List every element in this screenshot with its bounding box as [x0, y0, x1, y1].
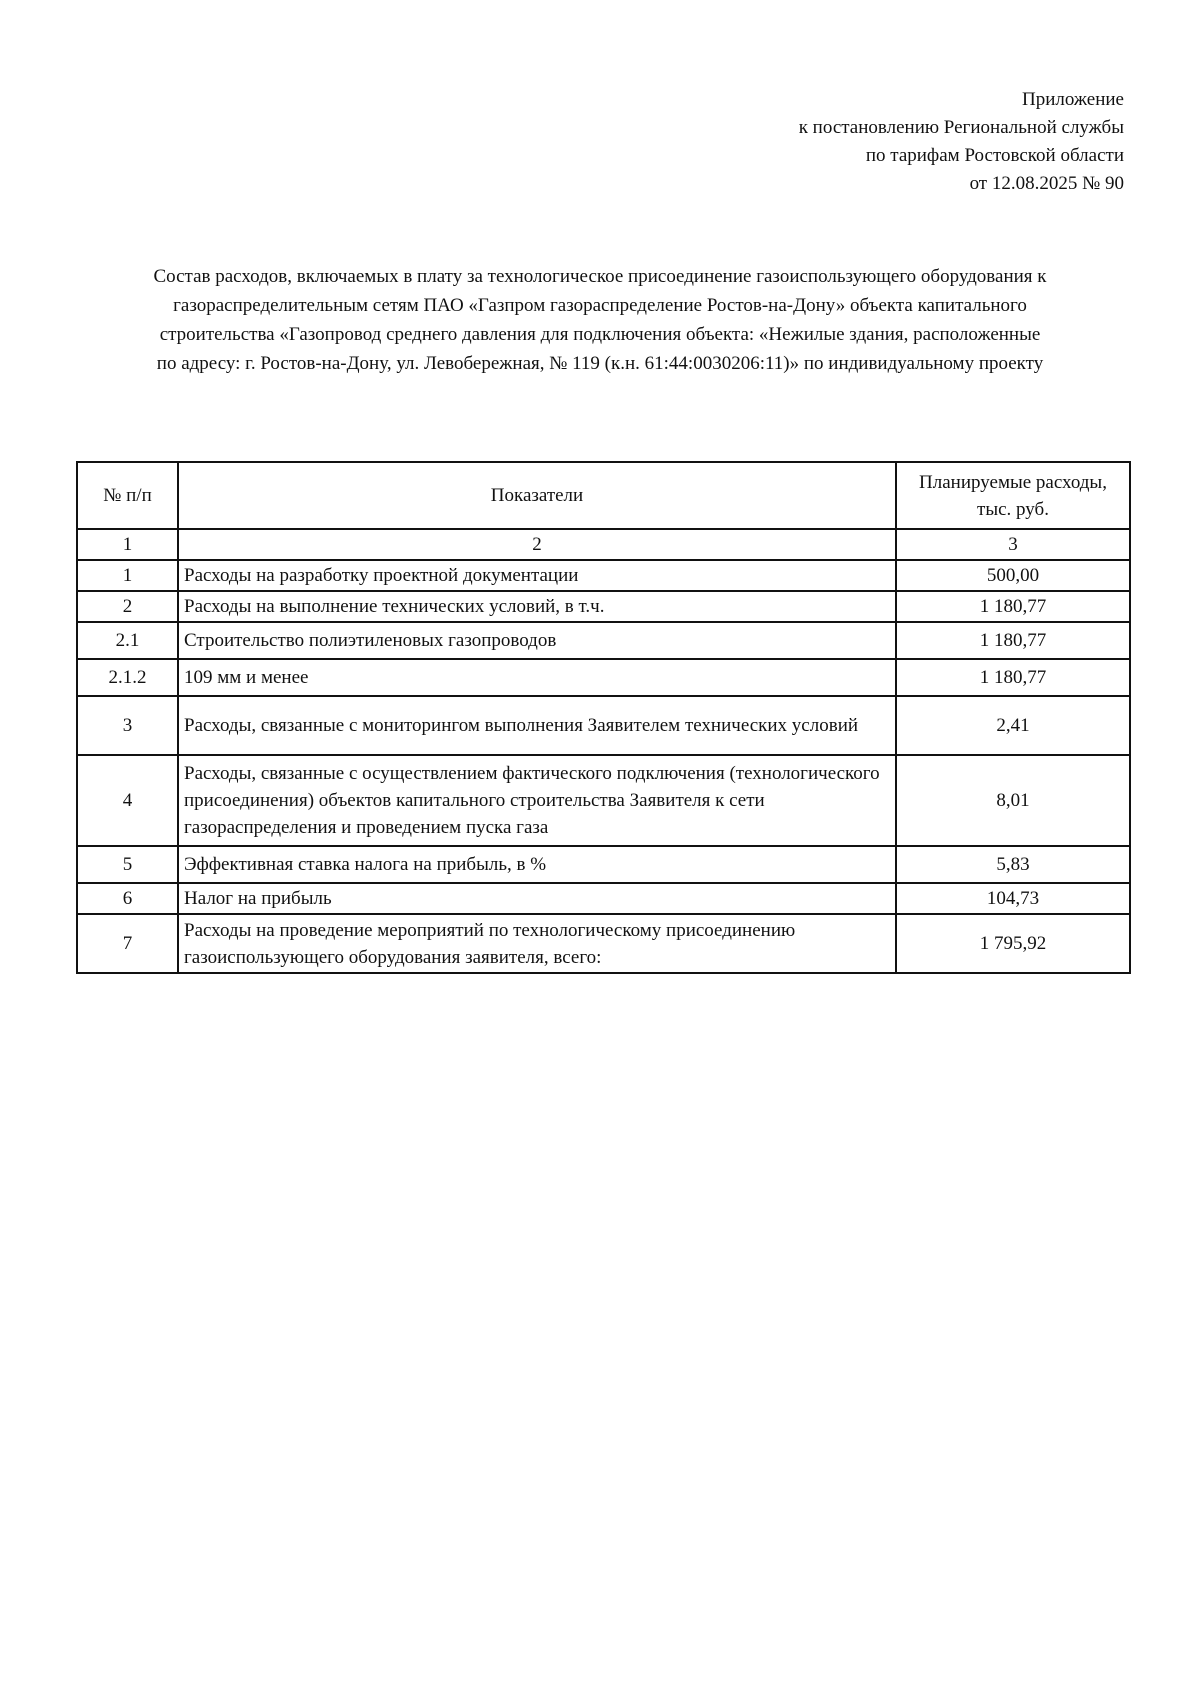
title-line: строительства «Газопровод среднего давления для подключения объекта: «Нежилые здания, расположенные [159, 324, 1041, 345]
row-name: Расходы на проведение мероприятий по технологическому присоединению газоиспользующего оборудования заявителя, всего: [178, 914, 896, 973]
index-value: 3 [896, 529, 1130, 560]
row-name: Строительство полиэтиленовых газопроводов [178, 622, 896, 659]
table-row [77, 591, 1130, 622]
row-num: 4 [77, 755, 178, 846]
row-name: Расходы, связанные с мониторингом выполнения Заявителем технических условий [178, 696, 896, 755]
row-name: Налог на прибыль [178, 883, 896, 914]
row-num: 5 [77, 846, 178, 883]
row-value: 5,83 [896, 846, 1130, 883]
table-row [77, 914, 1130, 973]
table-row [77, 755, 1130, 846]
table-row [77, 560, 1130, 591]
header-name: Показатели [178, 462, 896, 529]
index-num: 1 [77, 529, 178, 560]
appendix-line: к постановлению Региональной службы [798, 117, 1124, 138]
row-value: 8,01 [896, 755, 1130, 846]
index-name: 2 [178, 529, 896, 560]
title-line: Состав расходов, включаемых в плату за технологическое присоединение газоиспользующего оборудования к [153, 266, 1047, 287]
appendix-line: Приложение [1022, 89, 1124, 110]
table-row [77, 622, 1130, 659]
row-name: Расходы на выполнение технических условий, в т.ч. [178, 591, 896, 622]
row-name: 109 мм и менее [178, 659, 896, 696]
row-value: 1 795,92 [896, 914, 1130, 973]
row-num: 7 [77, 914, 178, 973]
row-value: 500,00 [896, 560, 1130, 591]
costs-table [76, 461, 1131, 974]
header-value: Планируемые расходы, тыс. руб. [896, 462, 1130, 529]
row-num: 2 [77, 591, 178, 622]
appendix-line: по тарифам Ростовской области [865, 145, 1124, 166]
table-row [77, 883, 1130, 914]
row-num: 6 [77, 883, 178, 914]
table-row [77, 846, 1130, 883]
title-line: по адресу: г. Ростов-на-Дону, ул. Левобережная, № 119 (к.н. 61:44:0030206:11)» по индивидуальному проекту [156, 353, 1044, 374]
header-num: № п/п [77, 462, 178, 529]
table-row [77, 659, 1130, 696]
row-num: 2.1.2 [77, 659, 178, 696]
row-num: 1 [77, 560, 178, 591]
row-name: Эффективная ставка налога на прибыль, в % [178, 846, 896, 883]
table-header-row [77, 462, 1130, 529]
row-value: 104,73 [896, 883, 1130, 914]
row-num: 3 [77, 696, 178, 755]
row-name: Расходы на разработку проектной документации [178, 560, 896, 591]
table-index-row [77, 529, 1130, 560]
appendix-line: от 12.08.2025 № 90 [969, 173, 1124, 194]
table-row [77, 696, 1130, 755]
row-value: 2,41 [896, 696, 1130, 755]
row-name: Расходы, связанные с осуществлением фактического подключения (технологического присоединения) объектов капитального строительства Заявителя к сети газораспределения и проведением пуска газа [178, 755, 896, 846]
row-value: 1 180,77 [896, 659, 1130, 696]
row-value: 1 180,77 [896, 591, 1130, 622]
row-num: 2.1 [77, 622, 178, 659]
title-line: газораспределительным сетям ПАО «Газпром газораспределение Ростов-на-Дону» объекта капитального [173, 295, 1027, 316]
document-title [70, 262, 1130, 378]
appendix-header [799, 86, 1124, 198]
row-value: 1 180,77 [896, 622, 1130, 659]
